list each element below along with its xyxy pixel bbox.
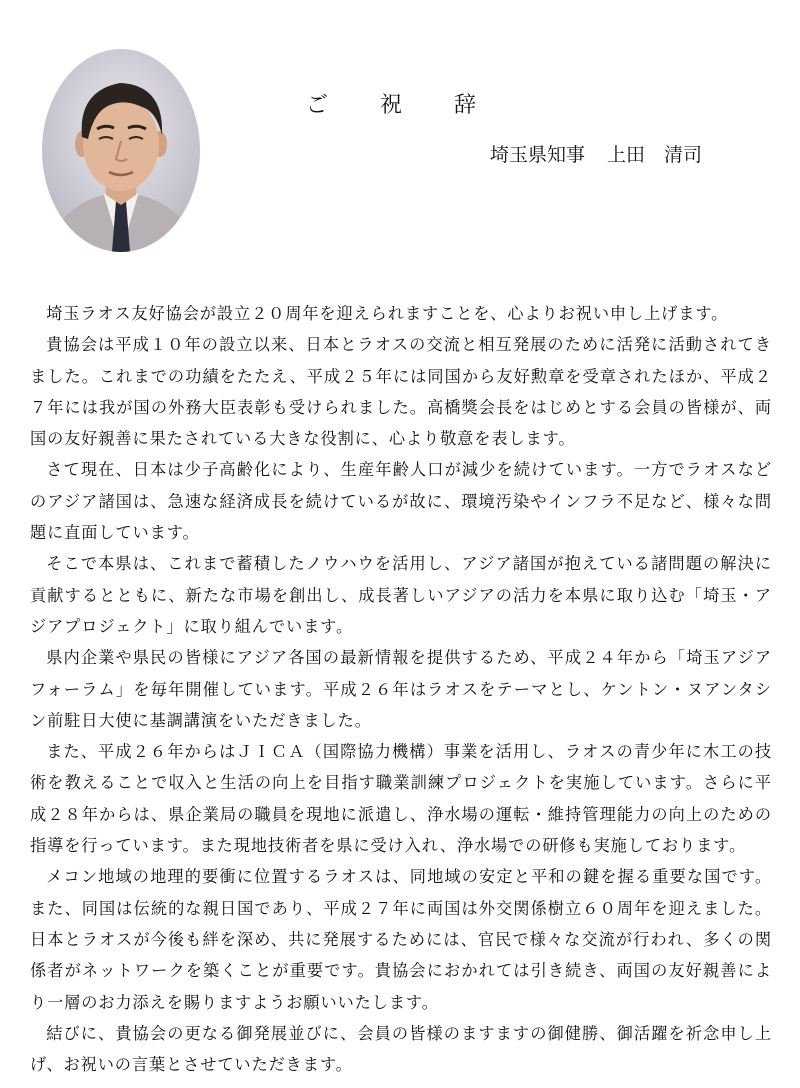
author-name: 上田 清司 (607, 143, 703, 166)
author-role: 埼玉県知事 (490, 143, 586, 166)
paragraph: 結びに、貴協会の更なる御発展並びに、会員の皆様のますますの御健勝、御活躍を祈念申し上げ、お祝いの言葉とさせていただきます。 (30, 1023, 772, 1075)
paragraph: また、平成２６年からはＪＩＣＡ（国際協力機構）事業を活用し、ラオスの青少年に木工の技術を教えることで収入と生活の向上を目指す職業訓練プロジェクトを実施しています。さらに平成２８年からは、県企業局の職員を現地に派遣し、浄水場の運転・維持管理能力の向上のための指導を行っています。また現地技術者を県に受け入れ、浄水場での研修も実施しております。 (30, 742, 772, 856)
title-char: 祝 (379, 92, 402, 118)
paragraph: さて現在、日本は少子高齢化により、生産年齢人口が減少を続けています。一方でラオスなどのアジア諸国は、急速な経済成長を続けているが故に、環境汚染やインフラ不足など、様々な問題に直面しています。 (30, 460, 772, 543)
paragraph: メコン地域の地理的要衝に位置するラオスは、同地域の安定と平和の鍵を握る重要な国です。また、同国は伝統的な親日国であり、平成２７年に両国は外交関係樹立６０周年を迎えました。日本とラオスが今後も絆を深め、共に発展するためには、官民で様々な交流が行われ、多くの関係者がネットワークを築くことが重要です。貴協会におかれては引き続き、両国の友好親善により一層のお力添えを賜りますようお願いいたします。 (30, 867, 772, 1012)
paragraph: 貴協会は平成１０年の設立以来、日本とラオスの交流と相互発展のために活発に活動されてきました。これまでの功績をたたえ、平成２５年には同国から友好勲章を受章されたほか、平成２７年には我が国の外務大臣表彰も受けられました。高橋獎会長をはじめとする会員の皆様が、両国の友好親善に果たされている大きな役割に、心より敬意を表します。 (30, 335, 772, 449)
message-body (30, 298, 772, 1080)
title-char: ご (306, 92, 329, 118)
title-char: 辞 (453, 92, 476, 118)
author-line (490, 139, 702, 167)
page-title (306, 86, 476, 120)
paragraph: 県内企業や県民の皆様にアジア各国の最新情報を提供するため、平成２４年から「埼玉アジアフォーラム」を毎年開催しています。平成２６年はラオスをテーマとし、ケントン・ヌアンタシン前駐日大使に基調講演をいただきました。 (30, 648, 772, 730)
paragraph: そこで本県は、これまで蓄積したノウハウを活用し、アジア諸国が抱えている諸問題の解決に貢献するとともに、新たな市場を創出し、成長著しいアジアの活力を本県に取り込む「埼玉・アジアプロジェクト」に取り組んでいます。 (30, 554, 772, 636)
author-portrait (42, 49, 200, 252)
paragraph: 埼玉ラオス友好協会が設立２０周年を迎えられますことを、心よりお祝い申し上げます。 (46, 304, 729, 323)
